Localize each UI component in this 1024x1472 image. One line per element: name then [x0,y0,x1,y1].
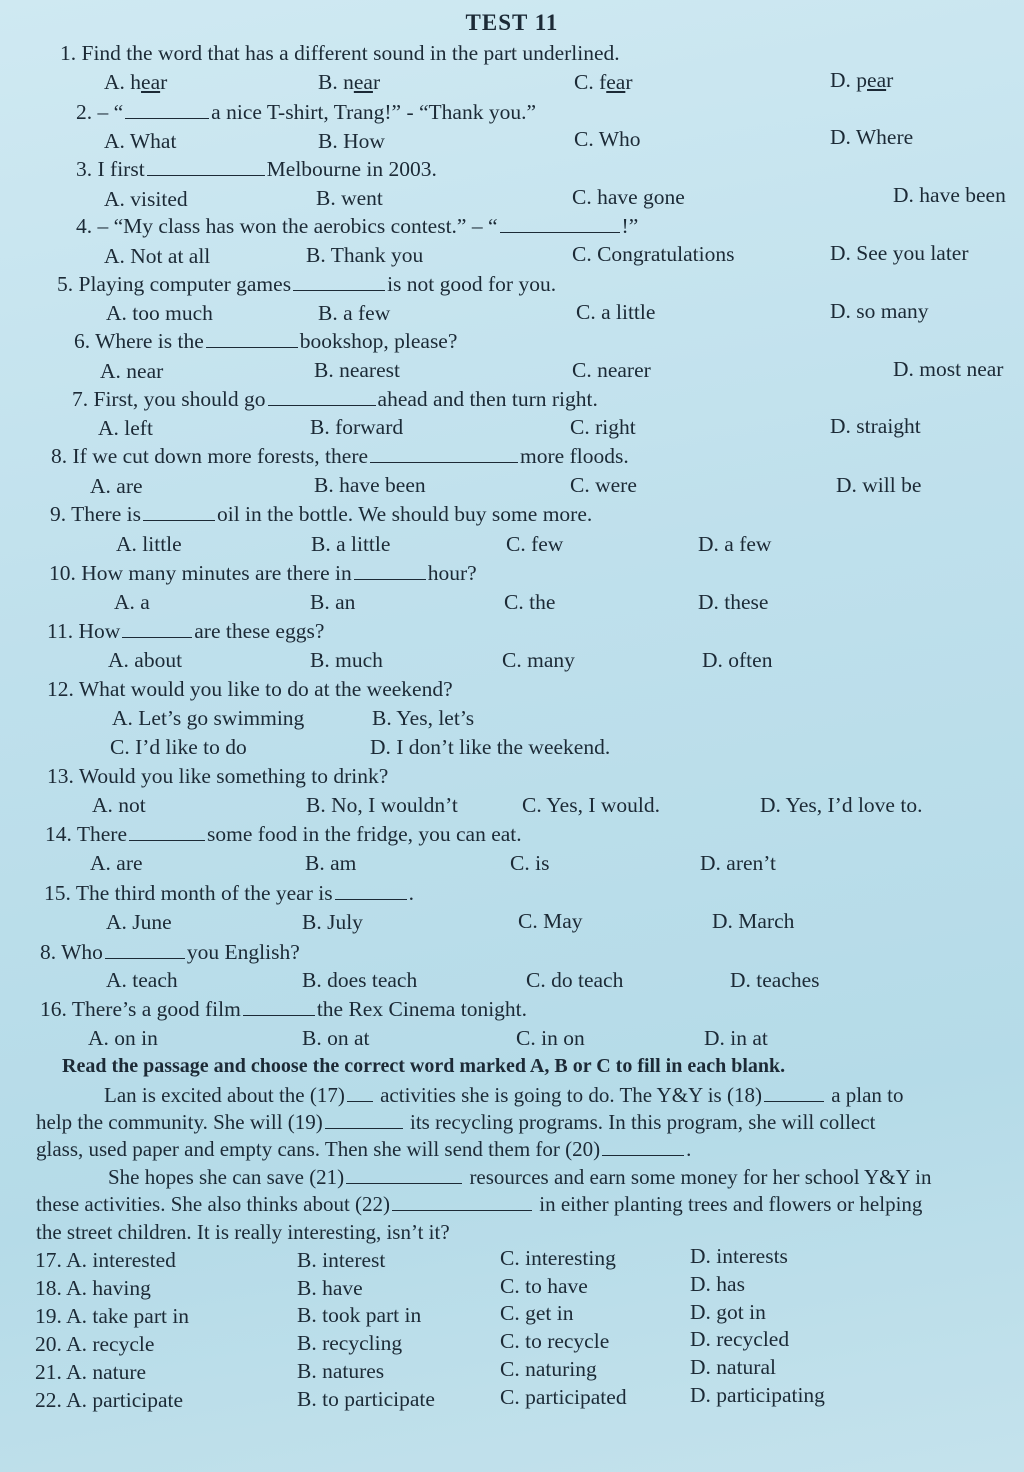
q6-option-c: C. nearer [572,358,651,382]
reading-instruction: Read the passage and choose the correct word marked A, B or C to fill in each blank. [62,1055,786,1077]
q8-option-d: D. will be [836,473,922,497]
q13-option-d: D. Yes, I’d love to. [760,793,923,817]
question-9-stem: 9. There is oil in the bottle. We should buy some more. [50,502,593,526]
q9-option-b: B. a little [311,532,391,556]
question-14-stem: 14. There some food in the fridge, you can eat. [45,822,522,846]
q1-option-d: D. pear [830,68,894,92]
answer-blank [500,214,620,233]
answer-blank [122,619,192,638]
question-8b-stem: 8. Who you English? [40,940,300,964]
answer-22-option-b: B. to participate [297,1387,435,1411]
answer-21-option-c: C. naturing [500,1357,597,1381]
q13-option-a: A. not [92,793,146,817]
q11-option-d: D. often [702,648,773,672]
answer-21-option-a: 21. A. nature [35,1360,147,1384]
question-1-stem: 1. Find the word that has a different sound in the part underlined. [60,41,620,65]
answer-22-option-c: C. participated [500,1385,627,1409]
q2-option-a: A. What [104,129,177,153]
answer-21-option-b: B. natures [297,1359,385,1383]
q8-option-b: B. have been [314,473,426,497]
passage-line: the street children. It is really interesting, isn’t it? [36,1220,450,1244]
answer-19-option-a: 19. A. take part in [35,1304,190,1328]
answer-22-option-d: D. participating [690,1383,825,1407]
answer-blank [105,940,185,959]
q14-option-c: C. is [510,851,550,875]
q3-option-a: A. visited [104,187,188,211]
answer-19-option-d: D. got in [690,1300,766,1324]
q11-option-b: B. much [310,648,383,672]
q5-option-b: B. a few [318,301,391,325]
q13-option-c: C. Yes, I would. [522,793,660,817]
passage-line: Lan is excited about the (17) activities she is going to do. The Y&Y is (18) a plan to [104,1083,904,1107]
q8b-option-c: C. do teach [526,968,624,992]
q6-option-b: B. nearest [314,358,400,382]
q15-option-d: D. March [712,909,795,933]
q11-option-a: A. about [108,648,183,672]
answer-20-option-d: D. recycled [690,1327,790,1351]
passage-line: She hopes she can save (21) resources and earn some money for her school Y&Y in [108,1165,932,1189]
question-8-stem: 8. If we cut down more forests, there more floods. [51,444,629,468]
answer-blank [243,997,315,1016]
q2-option-d: D. Where [830,125,914,149]
answer-22-option-a: 22. A. participate [35,1388,184,1412]
q4-option-b: B. Thank you [306,243,424,267]
q2-option-b: B. How [318,129,385,153]
q5-option-a: A. too much [106,301,213,325]
answer-blank [392,1192,532,1211]
q16-option-c: C. in on [516,1026,585,1050]
q6-option-a: A. near [100,359,164,383]
answer-blank [293,272,385,291]
answer-blank [206,329,298,348]
q15-option-b: B. July [302,910,363,934]
q10-option-c: C. the [504,590,556,614]
q13-option-b: B. No, I wouldn’t [306,793,458,817]
answer-17-option-d: D. interests [690,1244,788,1268]
question-2-stem: 2. – “ a nice T-shirt, Trang!” - “Thank you.” [76,100,536,124]
answer-19-option-c: C. get in [500,1301,574,1325]
q7-option-b: B. forward [310,415,404,439]
question-3-stem: 3. I first Melbourne in 2003. [76,157,437,181]
answer-17-option-b: B. interest [297,1248,386,1272]
question-13-stem: 13. Would you like something to drink? [47,764,389,788]
answer-17-option-a: 17. A. interested [35,1248,176,1272]
q14-option-a: A. are [90,851,143,875]
q14-option-b: B. am [305,851,357,875]
q5-option-c: C. a little [576,300,656,324]
q12-option-a: A. Let’s go swimming [112,706,305,730]
answer-blank [143,502,215,521]
question-12-stem: 12. What would you like to do at the weekend? [47,677,453,701]
q15-option-c: C. May [518,909,583,933]
q4-option-d: D. See you later [830,241,969,265]
passage-line: help the community. She will (19) its recycling programs. In this program, she will collect [36,1110,876,1134]
answer-blank [602,1137,684,1156]
q16-option-b: B. on at [302,1026,370,1050]
q9-option-c: C. few [506,532,564,556]
answer-blank [147,157,265,176]
answer-blank [335,881,407,900]
q7-option-a: A. left [98,416,153,440]
question-16-stem: 16. There’s a good film the Rex Cinema tonight. [40,997,528,1021]
q16-option-a: A. on in [88,1026,158,1050]
q16-option-d: D. in at [704,1026,768,1050]
question-11-stem: 11. How are these eggs? [47,619,325,643]
q8b-option-d: D. teaches [730,968,820,992]
answer-20-option-a: 20. A. recycle [35,1332,155,1356]
answer-blank [764,1083,824,1102]
passage-line: these activities. She also thinks about (22) in either planting trees and flowers or helping [36,1192,923,1216]
answer-blank [268,387,376,406]
answer-18-option-d: D. has [690,1272,745,1296]
q1-option-a: A. hear [104,70,168,94]
q7-option-d: D. straight [830,414,921,438]
q10-option-a: A. a [114,590,150,614]
q10-option-d: D. these [698,590,769,614]
answer-18-option-b: B. have [297,1276,363,1300]
answer-blank [129,822,205,841]
question-7-stem: 7. First, you should go ahead and then turn right. [72,387,598,411]
q12-option-c: C. I’d like to do [110,735,247,759]
answer-21-option-d: D. natural [690,1355,776,1379]
answer-19-option-b: B. took part in [297,1303,422,1327]
q14-option-d: D. aren’t [700,851,777,875]
question-5-stem: 5. Playing computer games is not good for you. [57,272,557,296]
answer-18-option-c: C. to have [500,1274,588,1298]
q11-option-c: C. many [502,648,575,672]
q3-option-d: D. have been [893,183,1006,207]
q8-option-a: A. are [90,474,143,498]
q3-option-c: C. have gone [572,185,685,209]
answer-20-option-c: C. to recycle [500,1329,610,1353]
page-title: TEST 11 [465,10,559,35]
answer-blank [346,1165,462,1184]
q8b-option-a: A. teach [106,968,178,992]
q8-option-c: C. were [570,473,637,497]
q10-option-b: B. an [310,590,356,614]
q4-option-a: A. Not at all [104,244,211,268]
q15-option-a: A. June [106,910,172,934]
passage-line: glass, used paper and empty cans. Then she will send them for (20) . [36,1137,692,1161]
q2-option-c: C. Who [574,127,641,151]
answer-blank [354,561,426,580]
answer-blank [347,1083,373,1102]
question-10-stem: 10. How many minutes are there in hour? [49,561,477,585]
q9-option-a: A. little [116,532,182,556]
q6-option-d: D. most near [893,357,1004,381]
answer-18-option-a: 18. A. having [35,1276,151,1300]
answer-20-option-b: B. recycling [297,1331,403,1355]
q12-option-d: D. I don’t like the weekend. [370,735,611,759]
question-4-stem: 4. – “My class has won the aerobics contest.” – “ !” [76,214,639,238]
q9-option-d: D. a few [698,532,772,556]
answer-blank [325,1110,403,1129]
question-15-stem: 15. The third month of the year is . [44,881,414,905]
question-6-stem: 6. Where is the bookshop, please? [74,329,458,353]
q1-option-b: B. near [318,70,381,94]
q4-option-c: C. Congratulations [572,242,735,266]
answer-17-option-c: C. interesting [500,1246,616,1270]
answer-blank [370,444,518,463]
answer-blank [125,100,209,119]
q8b-option-b: B. does teach [302,968,418,992]
q5-option-d: D. so many [830,299,929,323]
q7-option-c: C. right [570,415,636,439]
q3-option-b: B. went [316,186,383,210]
q1-option-c: C. fear [574,70,633,94]
q12-option-b: B. Yes, let’s [372,706,475,730]
